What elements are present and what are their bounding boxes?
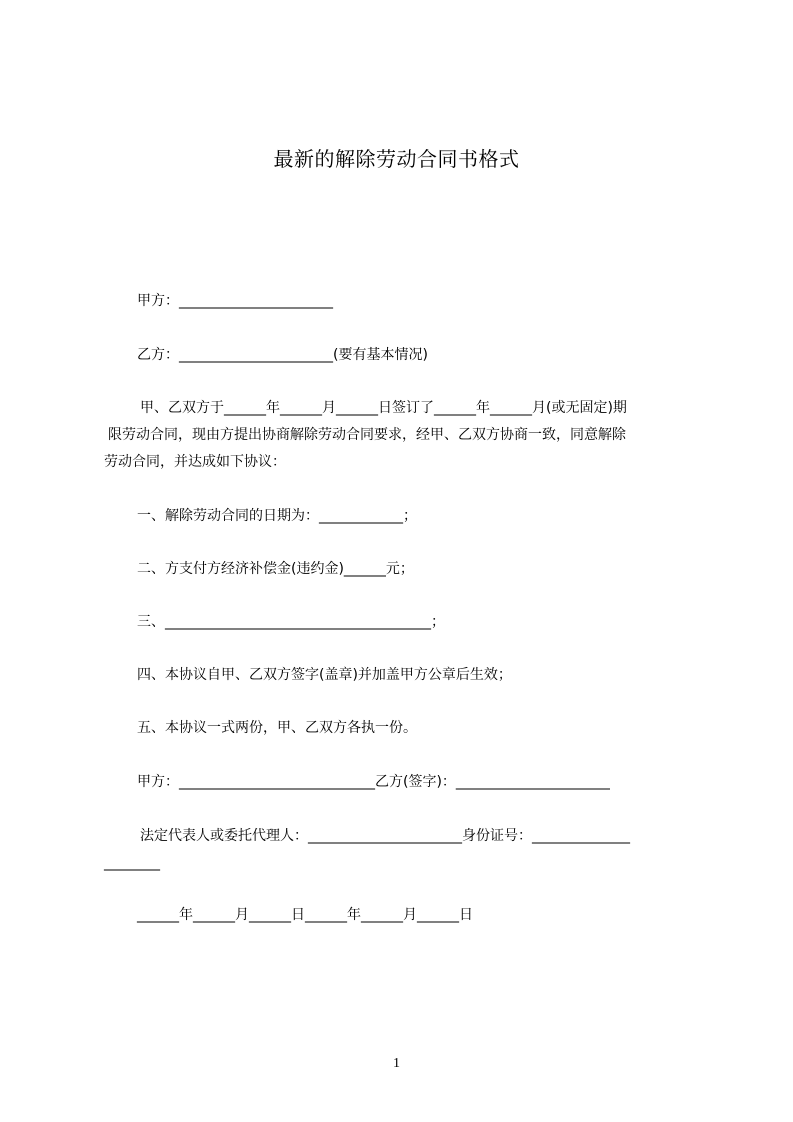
party-b-line: 乙方：______________________(要有基本情况) xyxy=(137,347,428,363)
party-a-line: 甲方：______________________ xyxy=(137,293,333,309)
signing-date: ______年______月______日______年______月______日 xyxy=(137,907,473,923)
representative-line-2: ________ xyxy=(104,855,160,871)
clause-3: 三、______________________________________； xyxy=(137,614,445,630)
signature-parties: 甲方：____________________________乙方(签字)：______________________ xyxy=(137,774,610,790)
page-number: 1 xyxy=(393,1056,400,1071)
clause-5: 五、本协议一式两份，甲、乙双方各执一份。 xyxy=(137,720,417,736)
clause-4: 四、本协议自甲、乙双方签字(盖章)并加盖甲方公章后生效； xyxy=(137,667,512,683)
representative-line-1: 法定代表人或委托代理人：______________________身份证号：______________ xyxy=(140,828,630,844)
intro-line-1: 甲、乙双方于______年______月______日签订了______年______月(或无固定)期 xyxy=(140,400,627,416)
clause-1: 一、解除劳动合同的日期为：____________； xyxy=(137,508,417,524)
intro-line-2: 限劳动合同，现由方提出协商解除劳动合同要求，经甲、乙双方协商一致，同意解除 xyxy=(108,427,626,443)
document-title: 最新的解除劳动合同书格式 xyxy=(273,147,520,171)
clause-2: 二、方支付方经济补偿金(违约金)______元； xyxy=(137,561,414,577)
intro-line-3: 劳动合同，并达成如下协议： xyxy=(104,454,286,470)
